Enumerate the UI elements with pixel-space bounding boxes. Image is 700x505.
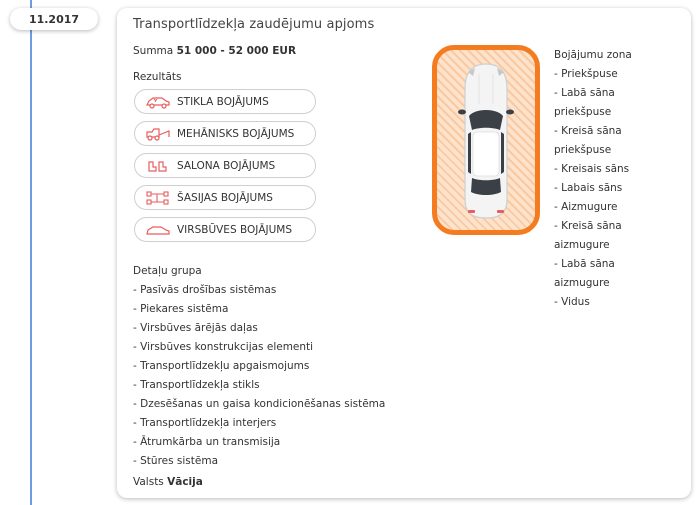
country-line [133,476,203,488]
parts-group-item: - Ātrumkārba un transmisija [133,436,281,448]
damage-zone-title: Bojājumu zona [554,49,632,61]
sum-line [133,45,296,57]
damage-zone-item: - Labā sāna [554,87,615,99]
result-mechanical-damage [134,121,316,146]
parts-group-item: - Piekares sistēma [133,303,229,315]
results-list [134,89,316,249]
damage-zone-item: - Priekšpuse [554,68,618,80]
parts-group-item: - Dzesēšanas un gaisa kondicionēšanas sistēma [133,398,386,410]
damage-zone-item: - Vidus [554,296,590,308]
car-seats-icon [145,158,171,174]
result-label: STIKLA BOJĀJUMS [177,95,269,108]
result-label: ŠASIJAS BOJĀJUMS [177,191,273,204]
country-value: Vācija [167,476,203,488]
damage-zone-item: priekšpuse [554,106,612,118]
car-top-view-icon [437,50,535,230]
damage-zone-item: - Labais sāns [554,182,623,194]
damage-zone-item: - Aizmugure [554,201,618,213]
result-label: SALONA BOJĀJUMS [177,159,276,172]
parts-group-item: - Virsbūves konstrukcijas elementi [133,341,314,353]
parts-group-title: Detaļu grupa [133,265,202,277]
parts-group-item: - Transportlīdzekļu apgaismojums [133,360,310,372]
damage-zone-item: - Kreisā sāna [554,220,622,232]
result-body-damage [134,217,316,242]
parts-group-item: - Transportlīdzekļa interjers [133,417,277,429]
damage-zone-item: - Kreisais sāns [554,163,630,175]
damage-zone-diagram [432,45,540,235]
result-glass-damage [134,89,316,114]
damage-zone-item: priekšpuse [554,144,612,156]
result-interior-damage [134,153,316,178]
country-label: Valsts [133,476,164,488]
timeline-line [30,0,32,505]
damage-zone-item: aizmugure [554,239,610,251]
parts-group-item: - Virsbūves ārējās daļas [133,322,258,334]
damage-zone-item: - Kreisā sāna [554,125,622,137]
parts-group-item: - Transportlīdzekļa stikls [133,379,260,391]
parts-group [133,262,385,471]
parts-group-item: - Stūres sistēma [133,455,219,467]
result-chassis-damage [134,185,316,210]
damage-zone-item: - Labā sāna [554,258,615,270]
results-label: Rezultāts [133,71,182,83]
damage-zone-list [554,46,634,312]
parts-group-item: - Pasīvās drošības sistēmas [133,284,277,296]
sum-label: Summa [133,45,174,57]
result-label: MEHĀNISKS BOJĀJUMS [177,127,295,140]
damage-zone-item: aizmugure [554,277,610,289]
card-title: Transportlīdzekļa zaudējumu apjoms [133,17,375,32]
tow-truck-icon [145,126,171,142]
damage-card [117,8,691,498]
date-badge: 11.2017 [10,8,98,30]
result-label: VIRSBŪVES BOJĀJUMS [177,223,293,236]
car-body-icon [145,222,171,238]
sum-value: 51 000 - 52 000 EUR [176,45,297,57]
car-glass-icon [145,94,171,110]
chassis-icon [145,190,171,206]
